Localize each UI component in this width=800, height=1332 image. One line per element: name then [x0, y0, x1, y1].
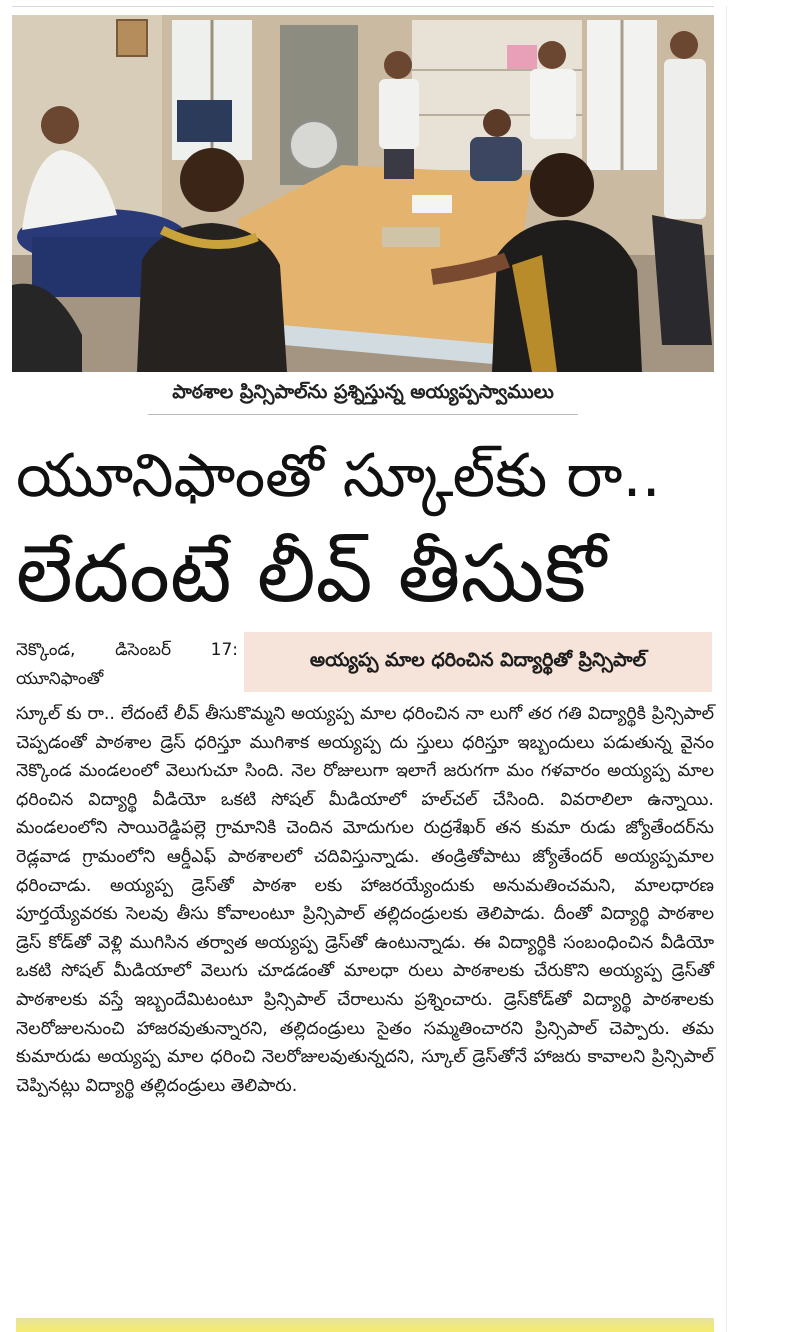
subheadline-box: [244, 632, 712, 692]
classroom-meeting-photo-icon: [12, 15, 714, 372]
photo-caption: పాఠశాల ప్రిన్సిపాల్‌ను ప్రశ్నిస్తున్న అయ్యప్పస్వాములు: [172, 381, 554, 403]
column-rule: [726, 6, 727, 1332]
headline-line-2: లేదంటే లీవ్ తీసుకో: [16, 527, 607, 620]
dateline: నెక్కొండ, డిసెంబర్ 17: యూనిఫాంతో: [16, 640, 238, 689]
top-rule: [12, 6, 714, 7]
article-body: స్కూల్ కు రా.. లేదంటే లీవ్ తీసుకొమ్మని అయ్యప్ప మాల ధరించిన నా లుగో తర గతి విద్యార్థికి ప్రిన్సిపాల్ చెప్పడంతో పాఠశాల డ్రెస్ ధరిస్తూ ముగిశాక అయ్యప్ప దు స్తులు ధరిస్తూ ఇబ్బందులు పడుతున్న వైనం నెక్కొండ మండలంలో వెలుగుచూ సింది. నెల రోజులుగా ఇలాగే జరుగగా మం గళవారం అయ్యప్ప మాల ధరించిన విద్యార్థి వీడియో ఒకటి సోషల్ మీడియాలో హల్‌చల్ చేసింది. వివరాలిలా ఉన్నాయి. మండలంలోని సాయిరెడ్డిపల్లె గ్రామానికి చెందిన మోదుగుల రుద్రశేఖర్ తన కుమా రుడు జ్యోతేందర్‌ను రెడ్లవాడ గ్రామంలోని ఆర్డీఎఫ్ పాఠశాలలో చదివిస్తున్నాడు. తండ్రితోపాటు జ్యోతేందర్ అయ్యప్పమాల ధరించాడు. అయ్యప్ప డ్రెస్‌తో పాఠశా లకు హాజరయ్యేందుకు అనుమతించమని, మాలధారణ పూర్తయ్యేవరకు సెలవు తీసు కోవాలంటూ ప్రిన్సిపాల్ తల్లిదండ్రులకు తెలిపాడు. దీంతో విద్యార్థి పాఠశాల డ్రెస్ కోడ్‌తో వెళ్లి ముగిసిన తర్వాత అయ్యప్ప డ్రెస్‌తో ఉంటున్నాడు. ఈ విద్యార్థికి సంబంధించిన వీడియో ఒకటి సోషల్ మీడియాలో వెలుగు చూడడంతో మాలధా రులు పాఠశాలకు చేరుకొని అయ్యప్ప డ్రెస్‌తో పాఠశాలకు వస్తే ఇబ్బందేమిటంటూ ప్రిన్సిపాల్ చేరాలును ప్రశ్నించారు. డ్రెస్‌కోడ్‌తో విద్యార్థి పాఠశాలకు నెలరోజులనుంచి హాజరవుతున్నారని, తల్లిదండ్రులు సైతం సమ్మతించారని ప్రిన్సిపాల్ చెప్పారు. తమ కుమారుడు అయ్యప్ప మాల ధరించి నెలరోజులవుతున్నదని, స్కూల్ డ్రెస్‌తోనే హాజరు కావాలని ప్రిన్సిపాల్ చెప్పినట్లు విద్యార్థి తల్లిదండ్రులు తెలిపారు.: [16, 704, 714, 1096]
next-article-band: [16, 1318, 714, 1332]
headline-line-1: యూనిఫాంతో స్కూల్‌కు రా..: [16, 441, 661, 511]
subheadline-text: అయ్యప్ప మాల ధరించిన విద్యార్థితో ప్రిన్సిపాల్: [309, 648, 647, 671]
caption-underline: [148, 414, 578, 415]
news-photo: [12, 15, 714, 372]
